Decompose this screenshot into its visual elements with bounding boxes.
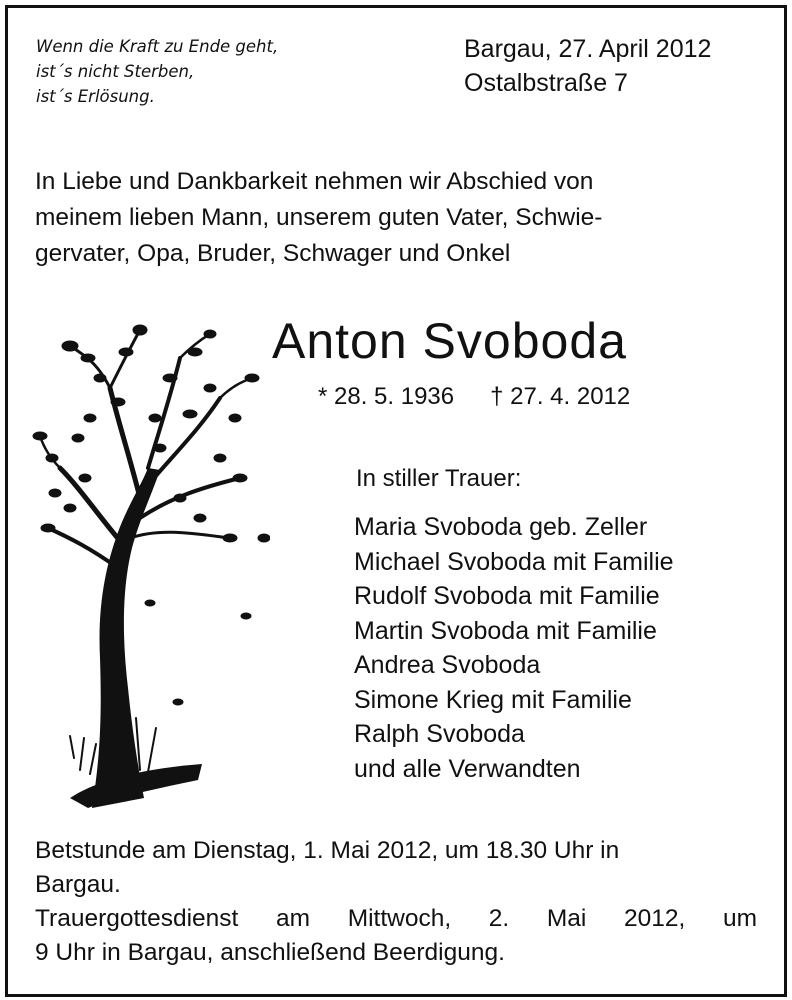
intro-text (35, 164, 759, 272)
service-notice (35, 834, 757, 970)
mourner-list (354, 510, 674, 786)
mourning-heading: In stiller Trauer: (356, 465, 522, 492)
prayer-line: Betstunde am Dienstag, 1. Mai 2012, um 18.30 Uhr in (35, 837, 620, 864)
intro-line: meinem lieben Mann, unserem guten Vater, Schwie- (35, 204, 603, 231)
mourner: Michael Svoboda mit Familie (354, 547, 674, 576)
death-date: † 27. 4. 2012 (490, 383, 631, 410)
place-date-block (464, 32, 711, 100)
place-date: Bargau, 27. April 2012 (464, 35, 712, 63)
intro-line: In Liebe und Dankbarkeit nehmen wir Abschied von (35, 168, 594, 195)
life-dates (318, 380, 630, 414)
mourner: und alle Verwandten (354, 754, 581, 783)
mourner: Simone Krieg mit Familie (354, 685, 632, 714)
motto-line: ist´s nicht Sterben, (36, 62, 195, 81)
birth-date: * 28. 5. 1936 (318, 383, 455, 410)
mourner: Maria Svoboda geb. Zeller (354, 513, 648, 541)
mourner: Ralph Svoboda (354, 720, 525, 748)
deceased-name: Anton Svoboda (272, 313, 627, 369)
mourner: Andrea Svoboda (354, 651, 541, 679)
service-line: 9 Uhr in Bargau, anschließend Beerdigung. (35, 939, 505, 966)
tree-silhouette-icon (30, 318, 270, 810)
motto-line: Wenn die Kraft zu Ende geht, (36, 37, 279, 56)
mourner: Martin Svoboda mit Familie (354, 616, 657, 645)
prayer-line: Bargau. (35, 871, 121, 898)
mourner: Rudolf Svoboda mit Familie (354, 582, 660, 610)
service-line: Trauergottesdienst am Mittwoch, 2. Mai 2012, um (35, 905, 757, 932)
motto-line: ist´s Erlösung. (36, 87, 155, 106)
address: Ostalbstraße 7 (464, 69, 628, 97)
intro-line: gervater, Opa, Bruder, Schwager und Onkel (35, 240, 511, 267)
motto (36, 34, 278, 109)
